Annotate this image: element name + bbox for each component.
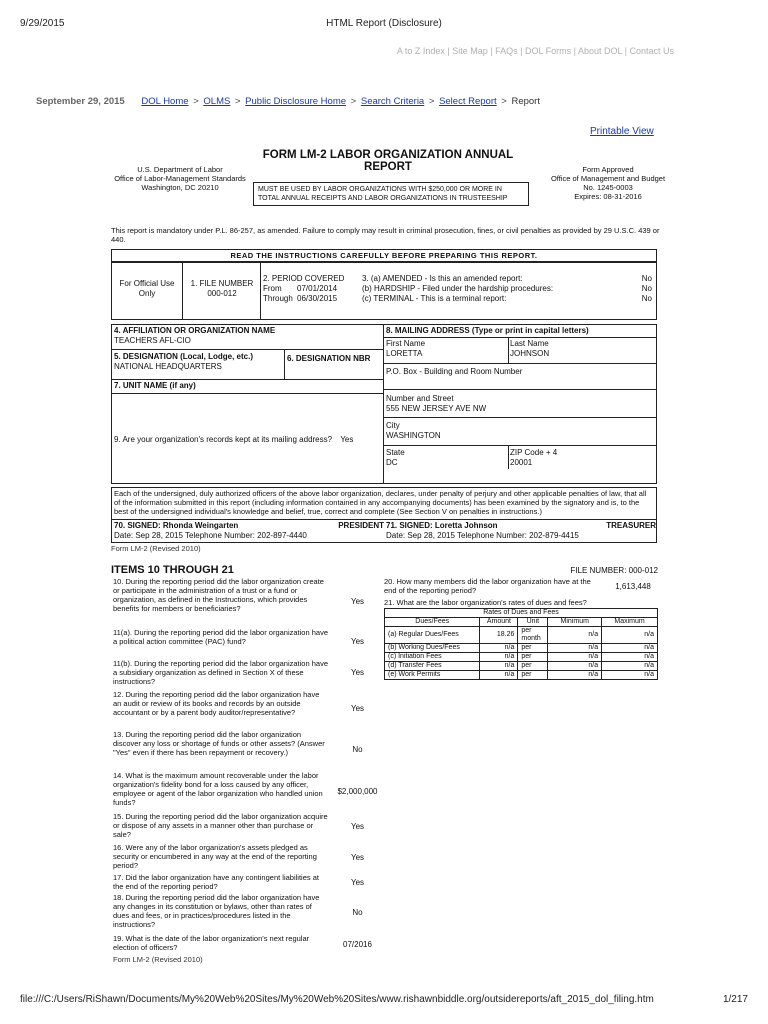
dues-amount: n/a (480, 662, 518, 671)
form-revision-bottom: Form LM-2 (Revised 2010) (113, 955, 203, 964)
zip-value: 20001 (510, 458, 533, 467)
breadcrumb-current: Report (511, 96, 540, 107)
records-question-field (114, 435, 380, 445)
dues-maximum: n/a (602, 653, 658, 662)
breadcrumb-separator: > (350, 96, 357, 107)
state-value: DC (386, 458, 398, 467)
print-file-url: file:///C:/Users/RiShawn/Documents/My%20Web%20Sites/My%20Web%20Sites/www.rishawnbiddle.org/outsidereports/aft_2015_dol_filing.htm (20, 994, 654, 1005)
city-field (386, 421, 656, 441)
item-11a-answer: Yes (350, 637, 365, 646)
dues-minimum: n/a (548, 644, 602, 653)
signer-71-title: TREASURER (606, 521, 656, 530)
agency-block (110, 165, 250, 192)
period-through-label: Through (263, 294, 293, 303)
printable-view-link[interactable]: Printable View (590, 126, 654, 137)
item-10-question: 10. During the reporting period did the labor organization create or participate in the administration of a trust or a fund or organization, as defined in the Instructions, which provides benefits for members or beneficiaries? (113, 577, 324, 613)
form-revision-top: Form LM-2 (Revised 2010) (111, 544, 201, 553)
item-18-answer: No (352, 908, 363, 917)
form-title: FORM LM-2 LABOR ORGANIZATION ANNUAL REPORT (262, 149, 514, 173)
mailing-address-label: 8. MAILING ADDRESS (Type or print in capital letters) (386, 326, 589, 335)
terminal-question: (c) TERMINAL - This is a terminal report: (362, 294, 507, 303)
amended-answer: No (641, 274, 652, 283)
item-16-answer: Yes (350, 853, 365, 862)
file-number-field (184, 279, 260, 299)
print-page-number: 1/217 (722, 994, 748, 1005)
dues-col-header: Amount (480, 618, 518, 627)
dues-amount: n/a (480, 671, 518, 680)
hardship-answer: No (641, 284, 652, 293)
designation-value: NATIONAL HEADQUARTERS (114, 362, 222, 371)
dues-col-header: Dues/Fees (385, 618, 480, 627)
agency-line: Washington, DC 20210 (141, 183, 219, 192)
dues-caption: Rates of Dues and Fees (385, 609, 658, 618)
signer-71: 71. SIGNED: Loretta Johnson (386, 521, 498, 530)
item-12-answer: Yes (350, 704, 365, 713)
dues-caption-row (385, 609, 658, 618)
dues-amount: n/a (480, 644, 518, 653)
designation-field (114, 352, 284, 372)
dues-type: (a) Regular Dues/Fees (385, 627, 480, 644)
dues-unit: per month (518, 627, 548, 644)
approval-line: No. 1245-0003 (583, 183, 633, 192)
signature-70 (114, 521, 384, 541)
item-13-question: 13. During the reporting period did the labor organization discover any loss or shortage of funds or other assets? (Answer "Yes" even if there has been repayment or recovery.) (113, 730, 325, 757)
certification-block (111, 487, 657, 543)
breadcrumb-public-disclosure[interactable]: Public Disclosure Home (245, 96, 347, 107)
period-covered-field (263, 274, 355, 304)
table-row (385, 662, 658, 671)
po-box-label: P.O. Box - Building and Room Number (386, 367, 523, 376)
header-row (111, 262, 657, 320)
item-14-answer: $2,000,000 (337, 787, 378, 796)
first-name-label: First Name (386, 339, 426, 348)
street-field (386, 394, 656, 414)
first-name-value: LORETTA (386, 349, 423, 358)
items-header: ITEMS 10 THROUGH 21 (111, 564, 234, 576)
hardship-question: (b) HARDSHIP - Filed under the hardship procedures: (362, 284, 554, 293)
terminal-answer: No (641, 294, 652, 303)
dues-fees-table (384, 608, 658, 680)
signer-70-date: Date: Sep 28, 2015 Telephone Number: 202-897-4440 (114, 531, 307, 540)
dues-table-wrapper (384, 608, 658, 680)
print-date: 9/29/2015 (20, 18, 65, 29)
last-name-label: Last Name (510, 339, 549, 348)
amended-question: 3. (a) AMENDED - Is this an amended report: (362, 274, 523, 283)
dues-unit: per (518, 671, 548, 680)
item-13-answer: No (352, 745, 363, 754)
dues-minimum: n/a (548, 627, 602, 644)
records-question: 9. Are your organization's records kept at its mailing address? (114, 435, 333, 444)
item-10-answer: Yes (350, 597, 365, 606)
dues-type: (b) Working Dues/Fees (385, 644, 480, 653)
items-file-number: FILE NUMBER: 000-012 (570, 566, 658, 575)
dues-maximum: n/a (602, 644, 658, 653)
breadcrumb-search-criteria[interactable]: Search Criteria (360, 96, 425, 107)
dues-unit: per (518, 653, 548, 662)
dues-type: (c) Initiation Fees (385, 653, 480, 662)
read-instructions-bar: READ THE INSTRUCTIONS CAREFULLY BEFORE PREPARING THIS REPORT. (111, 249, 657, 262)
dues-col-header: Unit (518, 618, 548, 627)
item-17-answer: Yes (350, 878, 365, 887)
table-row (385, 627, 658, 644)
item-11b-answer: Yes (350, 668, 365, 677)
dues-col-header: Maximum (602, 618, 658, 627)
period-from-value: 07/01/2014 (297, 284, 338, 293)
first-name-field (386, 339, 506, 359)
item-15-answer: Yes (350, 822, 365, 831)
top-nav-links[interactable]: A to Z Index | Site Map | FAQs | DOL Forms | About DOL | Contact Us (396, 46, 674, 56)
dues-minimum: n/a (548, 653, 602, 662)
period-from-label: From (263, 284, 282, 293)
mandatory-notice: This report is mandatory under P.L. 86-257, as amended. Failure to comply may result in criminal prosecution, fines, or civil penalties as provided by 29 U.S.C. 439 or 440. (111, 226, 660, 244)
file-number-label: 1. FILE NUMBER (190, 279, 254, 288)
designation-nbr-label: 6. DESIGNATION NBR (287, 354, 371, 363)
item-21-question: 21. What are the labor organization's rates of dues and fees? (384, 598, 587, 607)
certification-text: Each of the undersigned, duly authorized officers of the above labor organization, declares, under penalty of perjury and other applicable penalties of law, that all of the information submitted in this report (including information contained in any accompanying documents) has been examined by the signatory and is, to the best of the undersigned individual's knowledge and belief, true, correct and complete (See Section V on penalties in instructions.) (114, 489, 647, 516)
signature-71 (386, 521, 656, 541)
item-19-question: 19. What is the date of the labor organization's next regular election of officers? (113, 934, 310, 952)
omb-approval-block (528, 165, 688, 201)
unit-name-label: 7. UNIT NAME (if any) (114, 381, 196, 390)
state-field (386, 448, 506, 468)
street-value: 555 NEW JERSEY AVE NW (386, 404, 487, 413)
street-label: Number and Street (386, 394, 454, 403)
official-use-label: For Official Use Only (119, 279, 175, 298)
filing-requirement-box: MUST BE USED BY LABOR ORGANIZATIONS WITH $250,000 OR MORE IN TOTAL ANNUAL RECEIPTS AND LABOR ORGANIZATIONS IN TRUSTEESHIP (253, 182, 529, 206)
affiliation-value: TEACHERS AFL-CIO (114, 336, 191, 345)
agency-line: Office of Labor-Management Standards (114, 174, 246, 183)
breadcrumb-date: September 29, 2015 (36, 96, 125, 107)
last-name-value: JOHNSON (510, 349, 550, 358)
breadcrumb-dol-home[interactable]: DOL Home (141, 96, 189, 107)
breadcrumb-separator: > (428, 96, 435, 107)
city-label: City (386, 421, 400, 430)
breadcrumb (36, 96, 540, 107)
table-row (385, 671, 658, 680)
dues-unit: per (518, 662, 548, 671)
breadcrumb-separator: > (193, 96, 199, 107)
approval-line: Form Approved (582, 165, 634, 174)
item-11a-question: 11(a). During the reporting period did the labor organization have a political action committee (PAC) fund? (113, 628, 328, 646)
dues-amount: n/a (480, 653, 518, 662)
last-name-field (510, 339, 650, 359)
affiliation-label: 4. AFFILIATION OR ORGANIZATION NAME (114, 326, 276, 335)
item-20-answer: 1,613,448 (615, 582, 651, 591)
item-12-question: 12. During the reporting period did the labor organization have an audit or review of its books and records by an outside accountant or by a parent body auditor/representative? (113, 690, 320, 717)
organization-info-block (111, 324, 657, 484)
affiliation-field (114, 326, 380, 346)
dues-type: (d) Transfer Fees (385, 662, 480, 671)
signer-71-date: Date: Sep 28, 2015 Telephone Number: 202-879-4415 (386, 531, 579, 540)
dues-maximum: n/a (602, 627, 658, 644)
dues-minimum: n/a (548, 662, 602, 671)
item-16-question: 16. Were any of the labor organization's assets pledged as security or encumbered in any way at the end of the reporting period? (113, 843, 317, 870)
signer-70-title: PRESIDENT (338, 521, 384, 530)
period-covered-label: 2. PERIOD COVERED (263, 274, 345, 283)
approval-line: Office of Management and Budget (550, 174, 666, 183)
period-through-value: 06/30/2015 (297, 294, 338, 303)
table-row (385, 644, 658, 653)
table-row (385, 653, 658, 662)
agency-line: U.S. Department of Labor (137, 165, 223, 174)
dues-type: (e) Work Permits (385, 671, 480, 680)
dues-minimum: n/a (548, 671, 602, 680)
item-20-question: 20. How many members did the labor organization have at the end of the reporting period? (384, 577, 591, 595)
dues-col-header: Minimum (548, 618, 602, 627)
city-value: WASHINGTON (386, 431, 441, 440)
zip-label: ZIP Code + 4 (510, 448, 558, 457)
records-answer: Yes (340, 435, 354, 444)
breadcrumb-select-report[interactable]: Select Report (439, 96, 497, 107)
item-11b-question: 11(b). During the reporting period did the labor organization have a subsidiary organization as defined in Section X of these instructions? (113, 659, 328, 686)
state-label: State (386, 448, 405, 457)
breadcrumb-separator: > (234, 96, 241, 107)
print-page-title: HTML Report (Disclosure) (326, 18, 442, 29)
signer-70: 70. SIGNED: Rhonda Weingarten (114, 521, 239, 530)
dues-maximum: n/a (602, 671, 658, 680)
dues-header-row (385, 618, 658, 627)
breadcrumb-separator: > (501, 96, 507, 107)
dues-maximum: n/a (602, 662, 658, 671)
dues-unit: per (518, 644, 548, 653)
zip-field (510, 448, 650, 468)
report-status-field (362, 274, 652, 304)
approval-line: Expires: 08-31-2016 (574, 192, 642, 201)
item-14-question: 14. What is the maximum amount recoverable under the labor organization's fidelity bond for a loss caused by any officer, employee or agent of the labor organization who handled union funds? (113, 771, 323, 807)
item-18-question: 18. During the reporting period did the labor organization have any changes in its constitution or bylaws, other than rates of dues and fees, or in practices/procedures listed in the instructions? (113, 893, 320, 929)
item-15-question: 15. During the reporting period did the labor organization acquire or dispose of any assets in a manner other than purchase or sale? (113, 812, 328, 839)
breadcrumb-olms[interactable]: OLMS (203, 96, 231, 107)
designation-label: 5. DESIGNATION (Local, Lodge, etc.) (114, 352, 253, 361)
dues-amount: 18.26 (480, 627, 518, 644)
item-17-question: 17. Did the labor organization have any contingent liabilities at the end of the reporting period? (113, 873, 319, 891)
item-19-answer: 07/2016 (343, 940, 372, 949)
file-number-value: 000-012 (207, 289, 237, 298)
